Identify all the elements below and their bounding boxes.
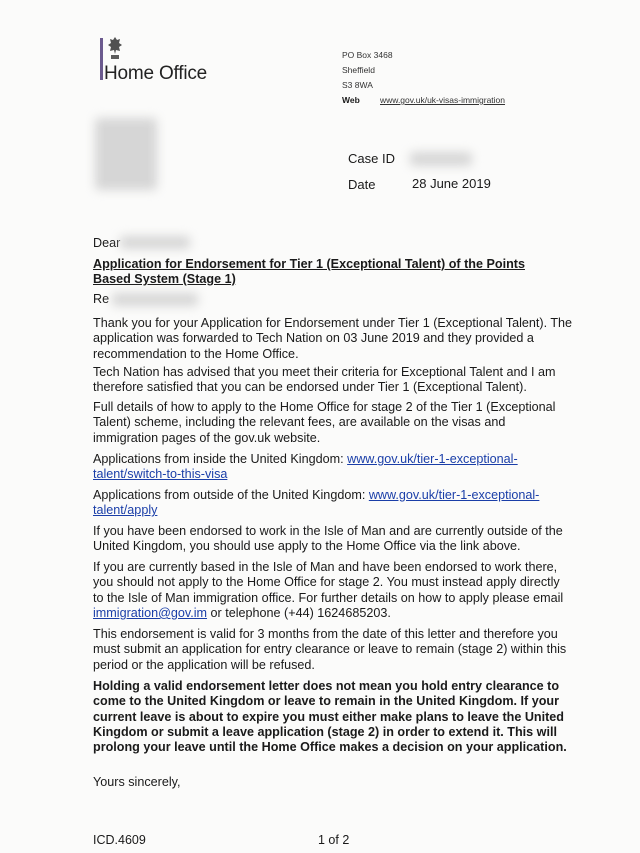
- paragraph-4: [93, 452, 573, 483]
- redacted-address: [95, 118, 157, 190]
- paragraph-6: If you have been endorsed to work in the Isle of Man and are currently outside of the United Kingdom, you should use apply to the Home Office via the link above.: [93, 524, 563, 554]
- web-link[interactable]: www.gov.uk/uk-visas-immigration: [380, 95, 506, 105]
- footer-ref: ICD.4609: [93, 833, 146, 847]
- redacted-case-id: [410, 152, 472, 166]
- paragraph-1: Thank you for your Application for Endorsement under Tier 1 (Exceptional Talent). The application was forwarded to Tech Nation on 03 June 2019 and they provided a recommendation to the Home Office.: [93, 316, 573, 361]
- re-label: Re: [93, 292, 110, 306]
- crest-icon: [104, 35, 126, 63]
- subject-line-1: Application for Endorsement for Tier 1 (Exceptional Talent) of the Points: [93, 257, 525, 271]
- redacted-name: [120, 236, 190, 249]
- redacted-reference: [112, 293, 198, 306]
- paragraph-5: [93, 488, 573, 519]
- logo-bar: [100, 38, 103, 80]
- paragraph-2: Tech Nation has advised that you meet their criteria for Exceptional Talent and I am therefore satisfied that you can be endorsed under Tier 1 (Exceptional Talent).: [93, 365, 556, 395]
- paragraph-9: Holding a valid endorsement letter does not mean you hold entry clearance to come to the United Kingdom or leave to remain in the United Kingdom. If your current leave is about to expire you must either make plans to leave the United Kingdom or submit a leave application (stage 2) in order to extend it. This will prolong your leave until the Home Office makes a decision on your application.: [93, 679, 567, 755]
- salutation: Dear: [93, 236, 121, 250]
- telephone-text: or telephone (+44) 1624685203.: [207, 605, 391, 620]
- email-link[interactable]: immigration@gov.im: [93, 605, 208, 620]
- paragraph-3: Full details of how to apply to the Home Office for stage 2 of the Tier 1 (Exceptional Talent) scheme, including the relevant fees, are available on the visas and immigration pages of the gov.uk website.: [93, 400, 556, 445]
- address-line-3: S3 8WA: [342, 80, 373, 90]
- date-label: Date: [348, 177, 376, 192]
- date-value: 28 June 2019: [412, 176, 491, 191]
- outside-uk-label: Applications from outside of the United Kingdom:: [93, 488, 369, 502]
- address-line-1: PO Box 3468: [342, 50, 393, 60]
- inside-uk-label: Applications from inside the United Kingdom:: [93, 452, 348, 466]
- paragraph-7: [93, 560, 573, 621]
- case-id-label: Case ID: [348, 151, 395, 166]
- isle-of-man-text: If you are currently based in the Isle of Man and have been endorsed to work there, you should not apply to the Home Office for stage 2. You must instead apply directly to the Isle of Man immigration office. For further details on how to apply please email: [93, 560, 564, 605]
- address-line-2: Sheffield: [342, 65, 375, 75]
- closing: Yours sincerely,: [93, 775, 181, 789]
- footer-page: 1 of 2: [318, 833, 350, 847]
- inside-uk-link[interactable]: www.gov.uk/tier-1-exceptional-talent/switch-to-this-visa: [93, 452, 518, 482]
- web-label: Web: [342, 95, 360, 105]
- logo-text: Home Office: [104, 63, 208, 84]
- outside-uk-link[interactable]: www.gov.uk/tier-1-exceptional-talent/apply: [93, 488, 540, 518]
- subject-line-2: Based System (Stage 1): [93, 272, 236, 286]
- paragraph-8: This endorsement is valid for 3 months from the date of this letter and therefore you must submit an application for entry clearance or leave to remain (stage 2) within this period or the application will be refused.: [93, 627, 567, 672]
